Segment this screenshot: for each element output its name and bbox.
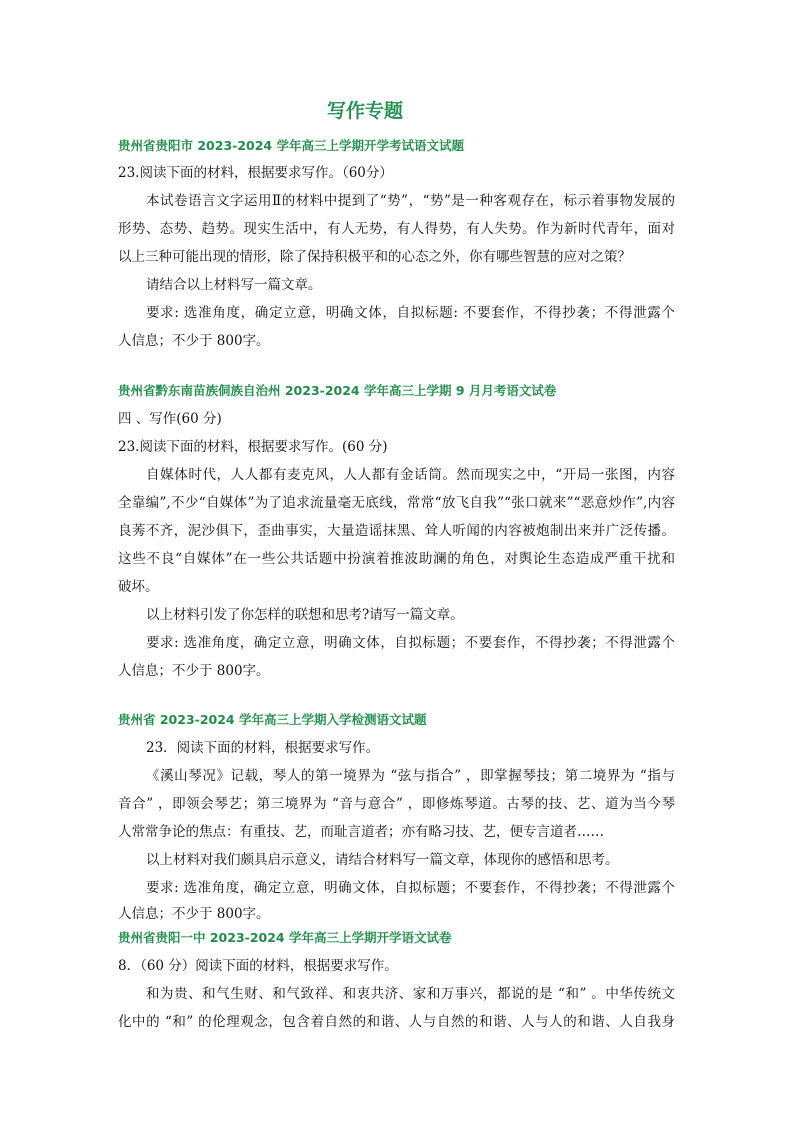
- section-3-line-6: 要求: 选准角度，确定立意，明确文体，自拟标题；不要套作，不得抄袭；不得泄露个: [146, 880, 675, 896]
- section-2-line-10: 人信息；不少于 800字。: [118, 663, 270, 679]
- section-3-heading: 贵州省 2023-2024 学年高三上学期入学检测语文试题: [118, 712, 427, 727]
- section-2-line-8: 以上材料引发了你怎样的联想和思考?请写一篇文章。: [146, 607, 464, 623]
- section-1-line-7: 人信息；不少于 800字。: [118, 333, 270, 349]
- section-2-line-9: 要求: 选准角度，确定立意，明确文体，自拟标题；不要套作，不得抄袭；不得泄露个: [146, 635, 675, 651]
- page-title: 写作专题: [326, 100, 403, 122]
- section-3-line-2: 《溪山琴况》记载，琴人的第一境界为 “弦与指合” ，即掌握琴技；第二境界为 “指与: [146, 768, 675, 784]
- section-2-line-3: 自媒体时代，人人都有麦克风，人人都有金话筒。然而现实之中，“开局一张图，内容: [146, 467, 675, 483]
- section-3-line-1: 23．阅读下面的材料，根据要求写作。: [146, 740, 380, 756]
- section-3-line-7: 人信息；不少于 800字。: [118, 906, 270, 922]
- section-3-line-4: 人常常争论的焦点：有重技、艺，而耻言道者；亦有略习技、艺，便专言道者……: [118, 824, 604, 840]
- section-1-line-1: 23.阅读下面的材料，根据要求写作。（60分）: [118, 165, 393, 181]
- section-4-line-1: 8．（60 分）阅读下面的材料，根据要求写作。: [118, 958, 398, 974]
- section-4-line-3: 化中的 “和” 的伦理观念，包含着自然的和谐、人与自然的和谐、人与人的和谐、人自我身: [118, 1014, 675, 1030]
- section-1-line-2: 本试卷语言文字运用Ⅱ的材料中提到了“势”，“势”是一种客观存在，标示着事物发展的: [146, 193, 675, 209]
- section-1-line-6: 要求: 选准角度，确定立意，明确文体，自拟标题: 不要套作，不得抄袭；不得泄露个: [146, 305, 675, 321]
- section-2-line-6: 这些不良“自媒体”在一些公共话题中扮演着推波助澜的角色，对舆论生态造成严重干扰和: [118, 551, 675, 567]
- section-2-heading: 贵州省黔东南苗族侗族自治州 2023-2024 学年高三上学期 9 月月考语文试卷: [118, 383, 557, 398]
- section-1-line-3: 形势、态势、趋势。现实生活中，有人无势，有人得势，有人失势。作为新时代青年，面对: [118, 221, 675, 237]
- section-1-heading: 贵州省贵阳市 2023-2024 学年高三上学期开学考试语文试题: [118, 138, 464, 153]
- section-1-line-4: 以上三种可能出现的情形，除了保持积极平和的心态之外，你有哪些智慧的应对之策？: [118, 249, 631, 265]
- section-3-line-5: 以上材料对我们颇具启示意义，请结合材料写一篇文章，体现你的感悟和思考。: [146, 852, 619, 868]
- section-4-heading: 贵州省贵阳一中 2023-2024 学年高三上学期开学语文试卷: [118, 930, 452, 945]
- section-2-line-2: 23.阅读下面的材料，根据要求写作。(60 分): [118, 439, 388, 455]
- section-4-line-2: 和为贵、和气生财、和气致祥、和衷共济、家和万事兴，都说的是 “和” 。中华传统文: [146, 986, 675, 1002]
- section-2-line-7: 破坏。: [118, 579, 159, 595]
- section-2-line-5: 良莠不齐，泥沙俱下，歪曲事实，大量造谣抹黑、耸人听闻的内容被炮制出来并广泛传播。: [118, 523, 675, 539]
- section-3-line-3: 音合” ，即领会琴艺；第三境界为 “音与意合” ，即修炼琴道。古琴的技、艺、道为当今琴: [118, 796, 675, 812]
- section-1-line-5: 请结合以上材料写一篇文章。: [146, 277, 322, 293]
- section-2-line-4: 全靠编”,不少“自媒体”为了追求流量毫无底线，常常“放飞自我”“张口就来”“恶意炒作”,内容: [118, 495, 675, 511]
- section-2-line-1: 四 、写作(60 分): [118, 411, 222, 427]
